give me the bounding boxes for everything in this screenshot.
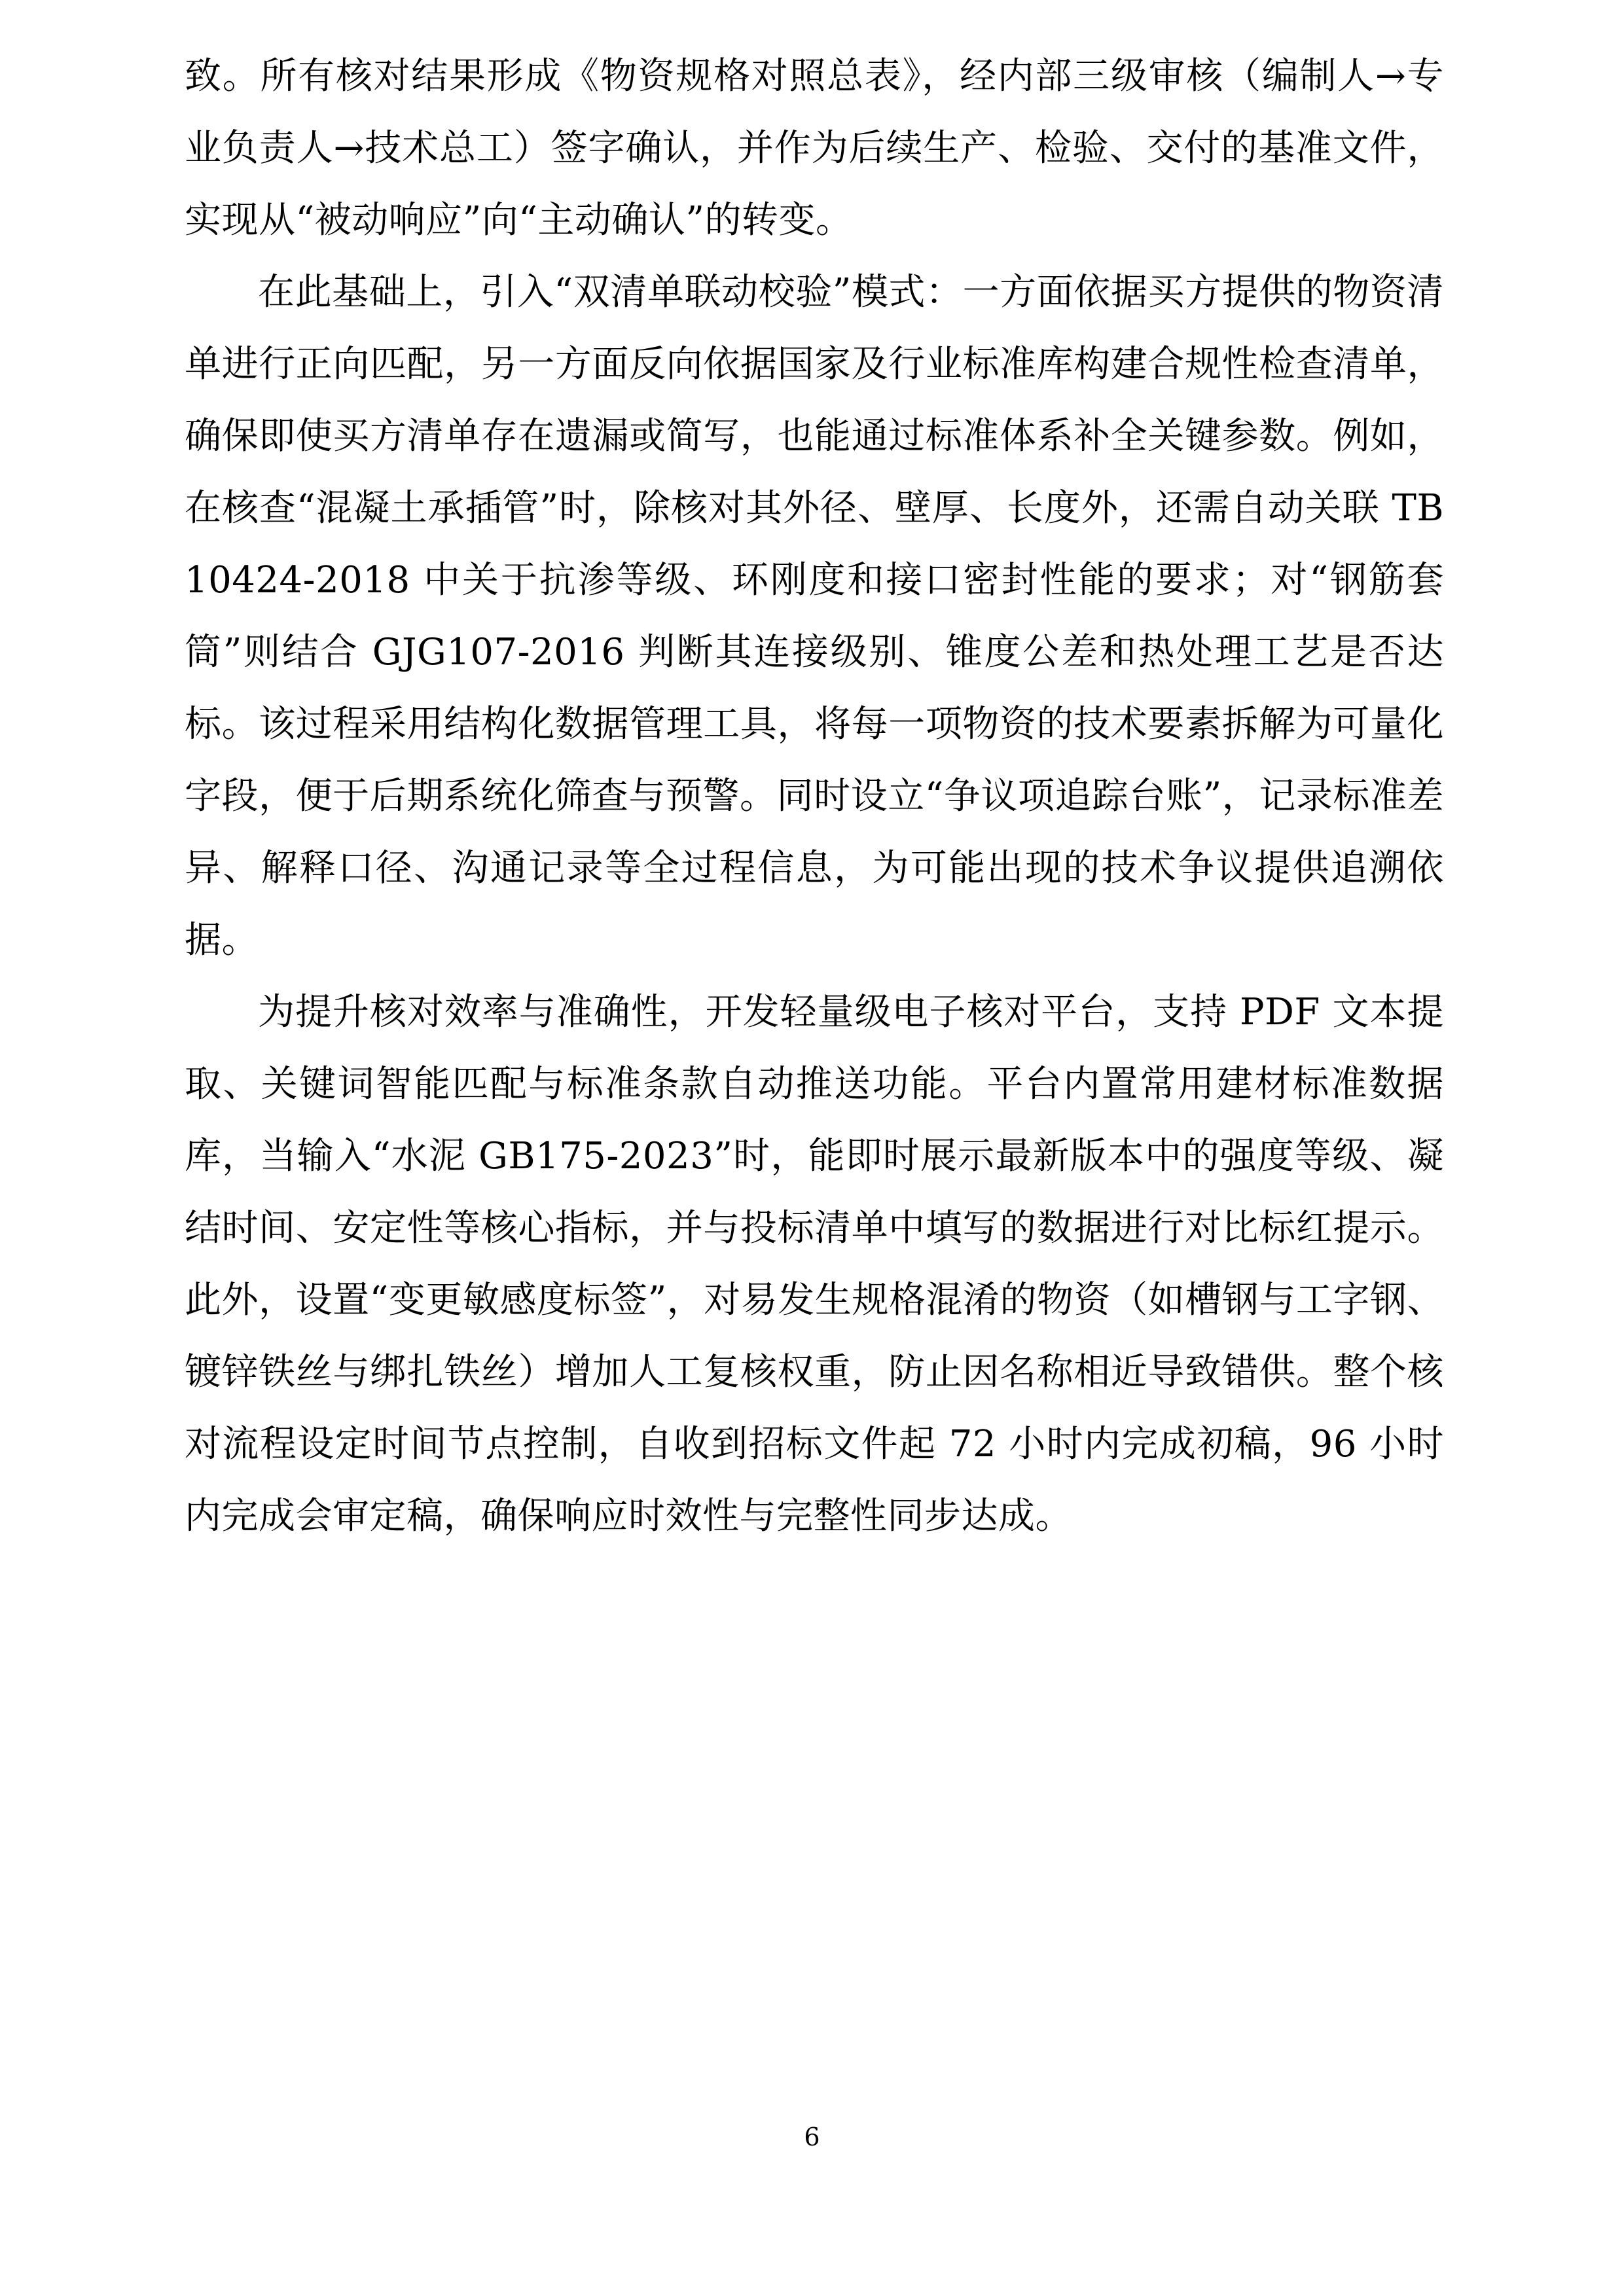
page-number: 6 — [804, 2123, 820, 2151]
paragraph-continuation: 致。所有核对结果形成《物资规格对照总表》，经内部三级审核（编制人→专业负责人→技术总工）签字确认，并作为后续生产、检验、交付的基准文件，实现从“被动响应”向“主动确认”的转变。 — [185, 55, 1444, 242]
paragraph-dual-checklist: 在此基础上，引入“双清单联动校验”模式：一方面依据买方提供的物资清单进行正向匹配，另一方面反向依据国家及行业标准库构建合规性检查清单，确保即使买方清单存在遗漏或简写，也能通过标准体系补全关键参数。例如，在核查“混凝土承插管”时，除核对其外径、壁厚、长度外，还需自动关联 TB10424-2018 中关于抗渗等级、环刚度和接口密封性能的要求；对“钢筋套筒”则结合 GJG107-2016 判断其连接级别、锥度公差和热处理工艺是否达标。该过程采用结构化数据管理工具，将每一项物资的技术要素拆解为可量化字段，便于后期系统化筛查与预警。同时设立“争议项追踪台账”，记录标准差异、解释口径、沟通记录等全过程信息，为可能出现的技术争议提供追溯依据。 — [185, 271, 1444, 961]
paragraph-electronic-platform: 为提升核对效率与准确性，开发轻量级电子核对平台，支持 PDF 文本提取、关键词智能匹配与标准条款自动推送功能。平台内置常用建材标准数据库，当输入“水泥 GB175-2023”时，能即时展示最新版本中的强度等级、凝结时间、安定性等核心指标，并与投标清单中填写的数据进行对比标红提示。此外，设置“变更敏感度标签”，对易发生规格混淆的物资（如槽钢与工字钢、镀锌铁丝与绑扎铁丝）增加人工复核权重，防止因名称相近导致错供。整个核对流程设定时间节点控制，自收到招标文件起 72 小时内完成初稿，96 小时内完成会审定稿，确保响应时效性与完整性同步达成。 — [185, 991, 1444, 1537]
body-text-column — [185, 41, 1444, 1552]
